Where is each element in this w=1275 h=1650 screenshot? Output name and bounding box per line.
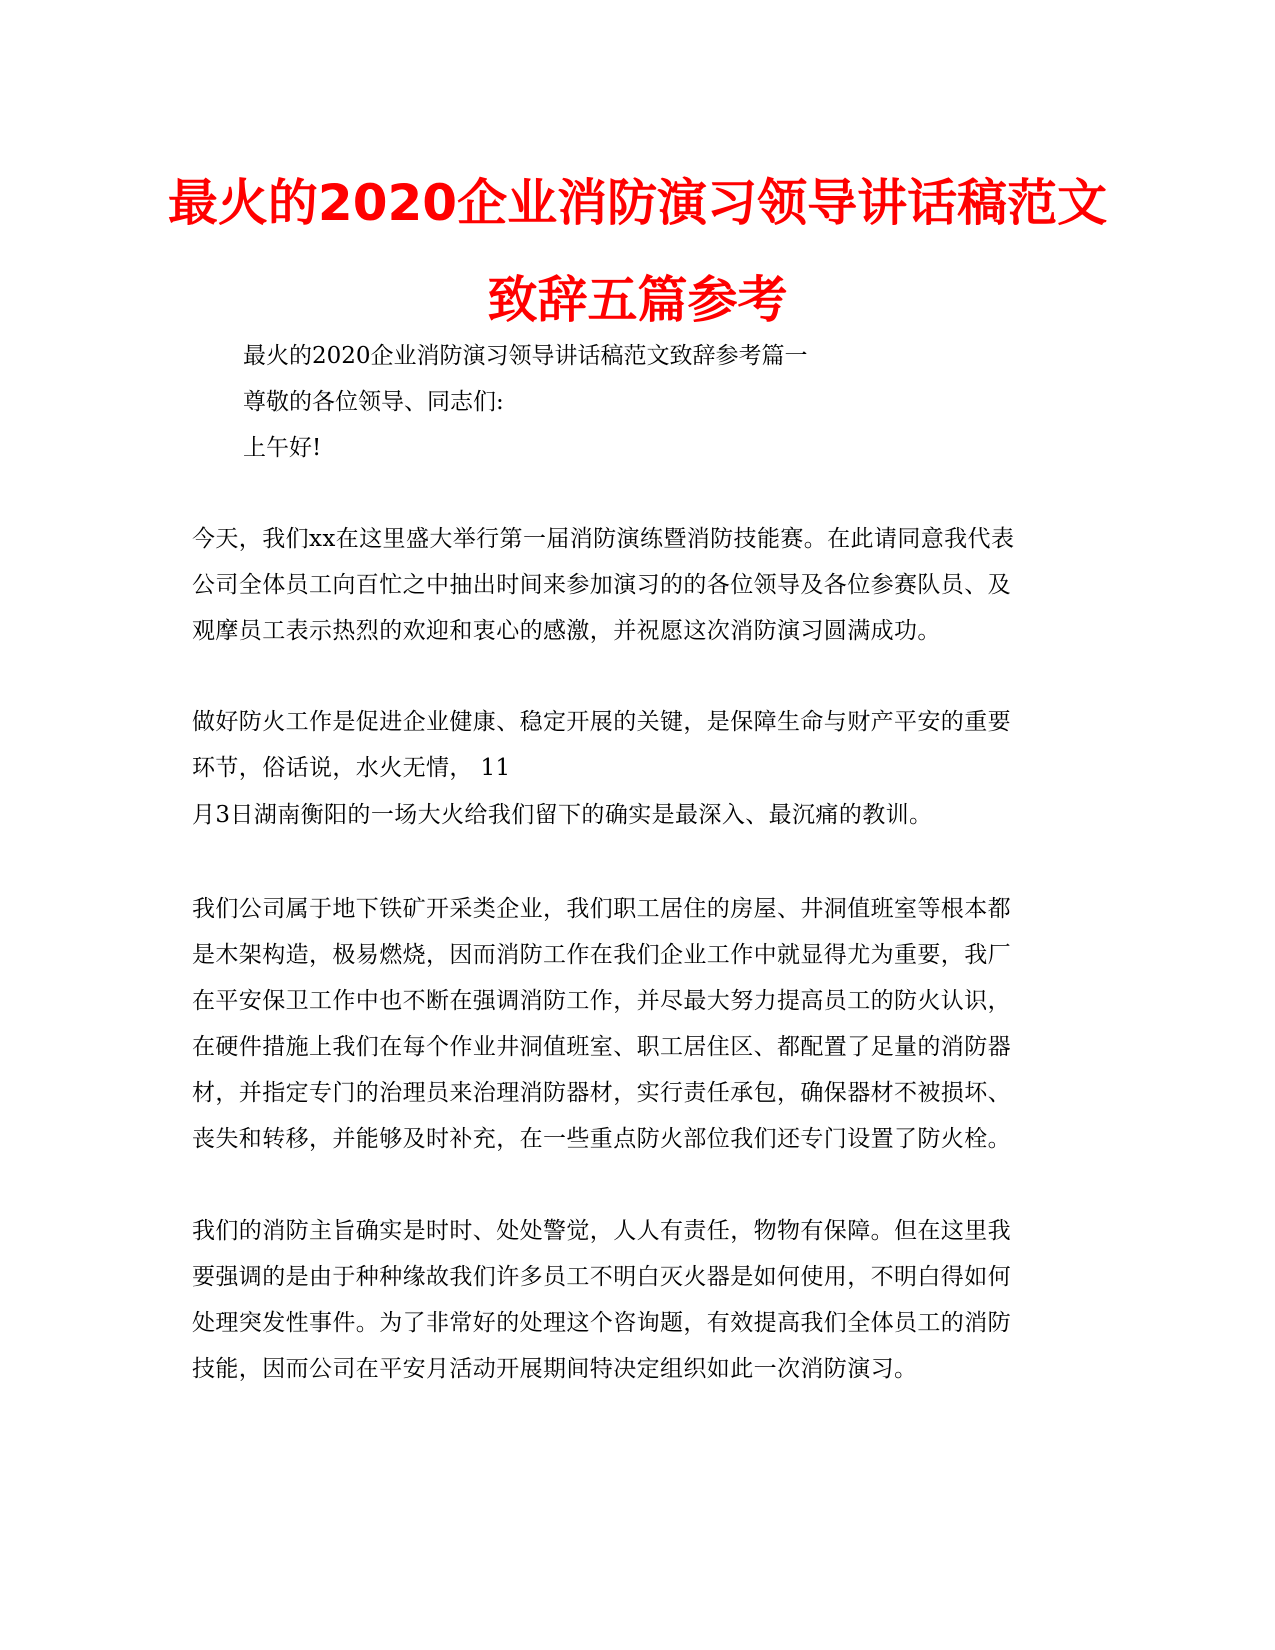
document-title-line-2: 致辞五篇参考 [487,271,788,329]
paragraph-3-line-4: 在硬件措施上我们在每个作业井洞值班室、职工居住区、都配置了足量的消防器 [192,1034,1011,1060]
paragraph-1-line-3: 观摩员工表示热烈的欢迎和衷心的感激，并祝愿这次消防演习圆满成功。 [192,618,941,644]
paragraph-3-line-1: 我们公司属于地下铁矿开采类企业，我们职工居住的房屋、井洞值班室等根本都 [192,896,1011,922]
paragraph-2-line-1: 做好防火工作是促进企业健康、稳定开展的关键，是保障生命与财产平安的重要 [192,709,1011,735]
paragraph-4-line-1: 我们的消防主旨确实是时时、处处警觉，人人有责任，物物有保障。但在这里我 [192,1218,1011,1244]
paragraph-3-line-5: 材，并指定专门的治理员来治理消防器材，实行责任承包，确保器材不被损坏、 [192,1080,1011,1106]
paragraph-2-line-2: 环节，俗话说，水火无情， 11 [192,755,511,781]
document-title-line-1: 最火的2020企业消防演习领导讲话稿范文 [167,174,1108,232]
paragraph-3-line-6: 丧失和转移，并能够及时补充，在一些重点防火部位我们还专门设置了防火栓。 [192,1126,1011,1152]
paragraph-4-line-3: 处理突发性事件。为了非常好的处理这个咨询题，有效提高我们全体员工的消防 [192,1310,1011,1336]
paragraph-3-line-3: 在平安保卫工作中也不断在强调消防工作，并尽最大努力提高员工的防火认识， [192,988,1011,1014]
section-heading: 最火的2020企业消防演习领导讲话稿范文致辞参考篇一 [243,343,808,369]
paragraph-1-line-2: 公司全体员工向百忙之中抽出时间来参加演习的的各位领导及各位参赛队员、及 [192,572,1011,598]
paragraph-4-line-2: 要强调的是由于种种缘故我们许多员工不明白灭火器是如何使用，不明白得如何 [192,1264,1011,1290]
paragraph-2-line-3: 月3日湖南衡阳的一场大火给我们留下的确实是最深入、最沉痛的教训。 [192,802,933,828]
paragraph-3-line-2: 是木架构造，极易燃烧，因而消防工作在我们企业工作中就显得尤为重要，我厂 [192,942,1011,968]
paragraph-1-line-1: 今天，我们xx在这里盛大举行第一届消防演练暨消防技能赛。在此请同意我代表 [192,526,1015,552]
greeting: 上午好! [243,435,322,461]
salutation: 尊敬的各位领导、同志们: [243,389,504,415]
paragraph-4-line-4: 技能，因而公司在平安月活动开展期间特决定组织如此一次消防演习。 [192,1356,918,1382]
